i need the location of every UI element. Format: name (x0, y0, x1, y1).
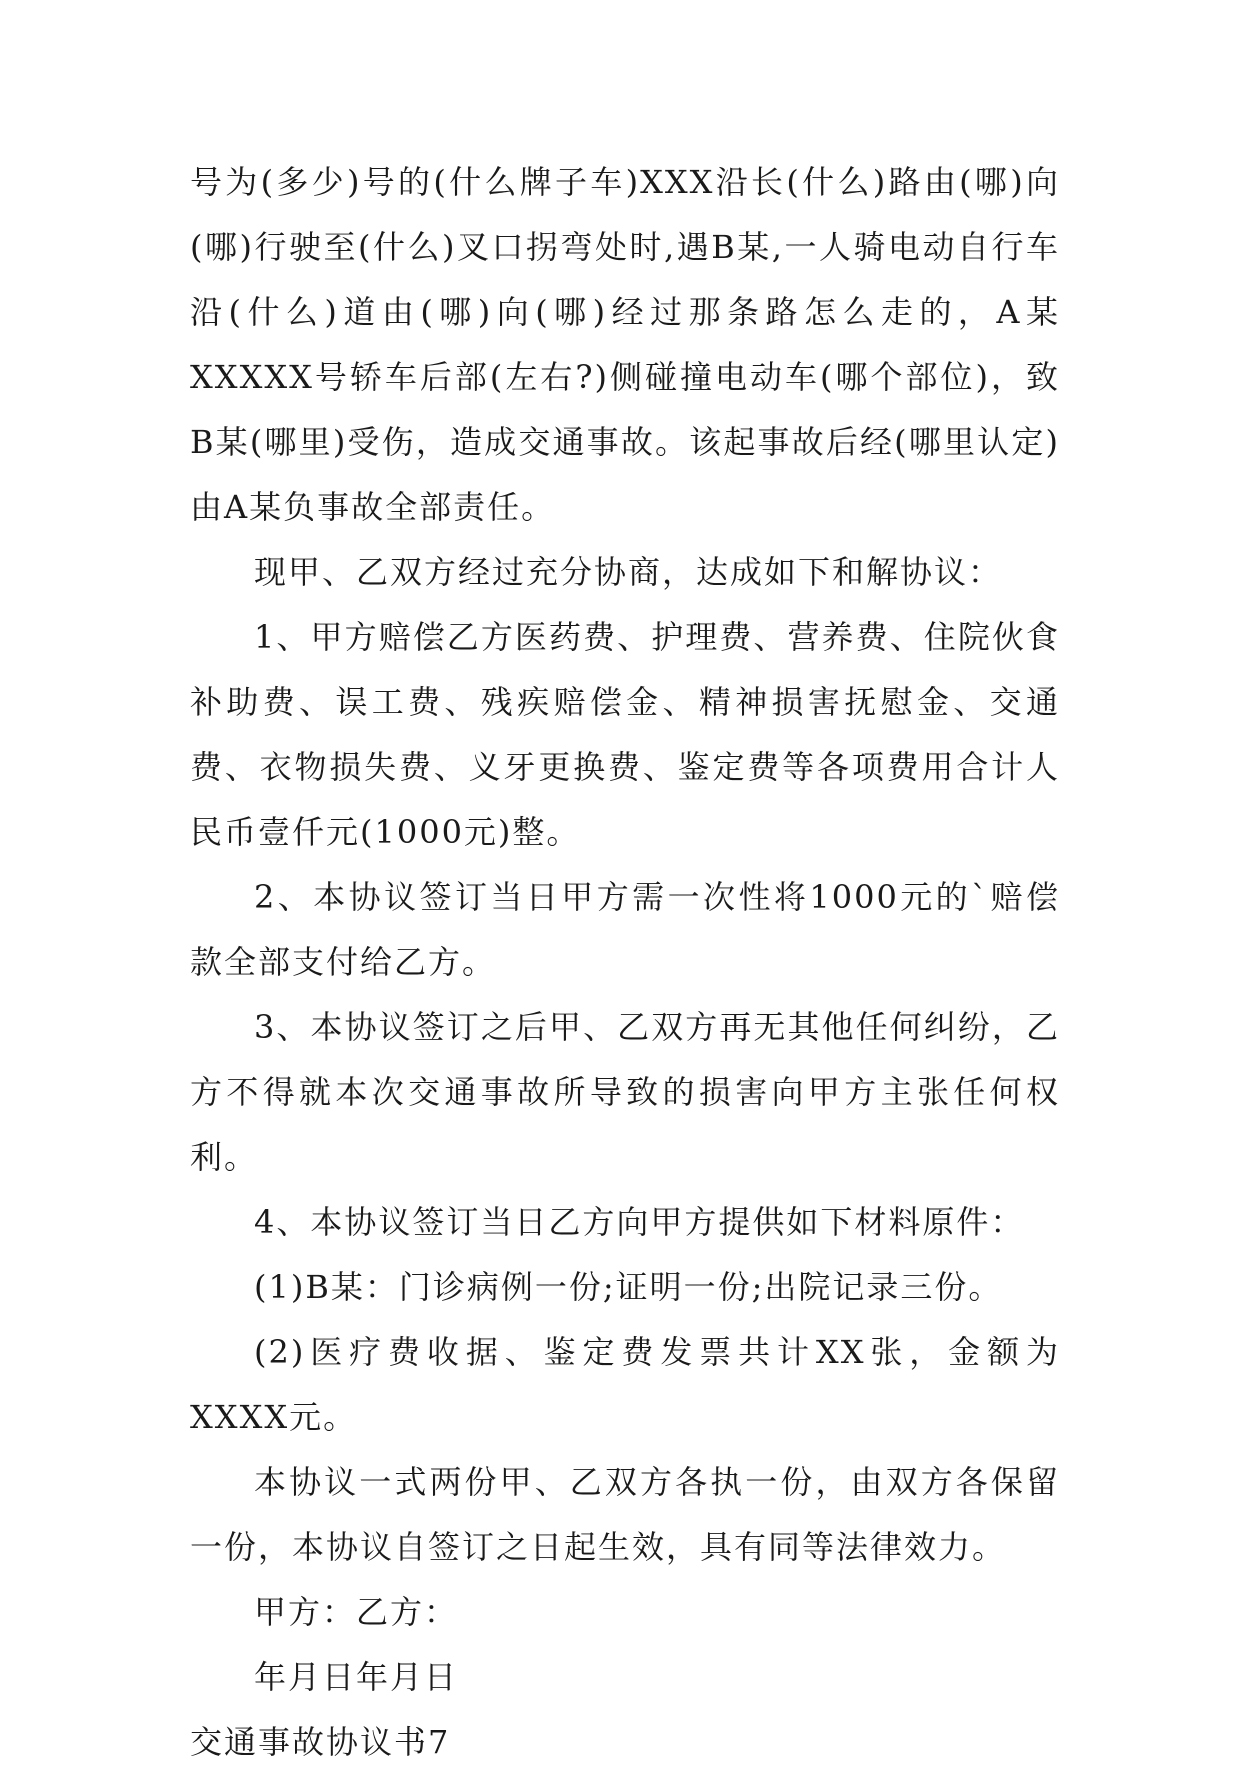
paragraph-clause-3: 3、本协议签订之后甲、乙双方再无其他任何纠纷，乙方不得就本次交通事故所导致的损害向甲方主张任何权利。 (190, 1008, 1060, 1176)
next-section-title: 交通事故协议书7 (190, 1723, 451, 1761)
paragraph-clause-2: 2、本协议签订当日甲方需一次性将1000元的`赔偿款全部支付给乙方。 (190, 878, 1060, 981)
paragraph-clause-4: 4、本协议签订当日乙方向甲方提供如下材料原件： (254, 1203, 1025, 1241)
paragraph-clause-1: 1、甲方赔偿乙方医药费、护理费、营养费、住院伙食补助费、误工费、残疾赔偿金、精神损害抚慰金、交通费、衣物损失费、义牙更换费、鉴定费等各项费用合计人民币壹仟元(1000元)整。 (190, 618, 1060, 851)
paragraph-agreement-intro: 现甲、乙双方经过充分协商，达成如下和解协议： (254, 553, 1003, 591)
document-body (190, 150, 1060, 1775)
signature-parties: 甲方：乙方： (254, 1593, 459, 1631)
paragraph-copies-effect: 本协议一式两份甲、乙双方各执一份，由双方各保留一份，本协议自签订之日起生效，具有同等法律效力。 (190, 1463, 1060, 1566)
signature-dates: 年月日年月日 (254, 1658, 459, 1696)
paragraph-accident-description: 号为(多少)号的(什么牌子车)XXX沿长(什么)路由(哪)向(哪)行驶至(什么)叉口拐弯处时,遇B某,一人骑电动自行车沿(什么)道由(哪)向(哪)经过那条路怎么走的，A某XXXXX号轿车后部(左右?)侧碰撞电动车(哪个部位)，致B某(哪里)受伤，造成交通事故。该起事故后经(哪里认定)由A某负事故全部责任。 (190, 163, 1060, 526)
paragraph-material-2: (2)医疗费收据、鉴定费发票共计XX张，金额为XXXX元。 (190, 1333, 1060, 1436)
paragraph-material-1: (1)B某：门诊病例一份;证明一份;出院记录三份。 (254, 1268, 1003, 1306)
